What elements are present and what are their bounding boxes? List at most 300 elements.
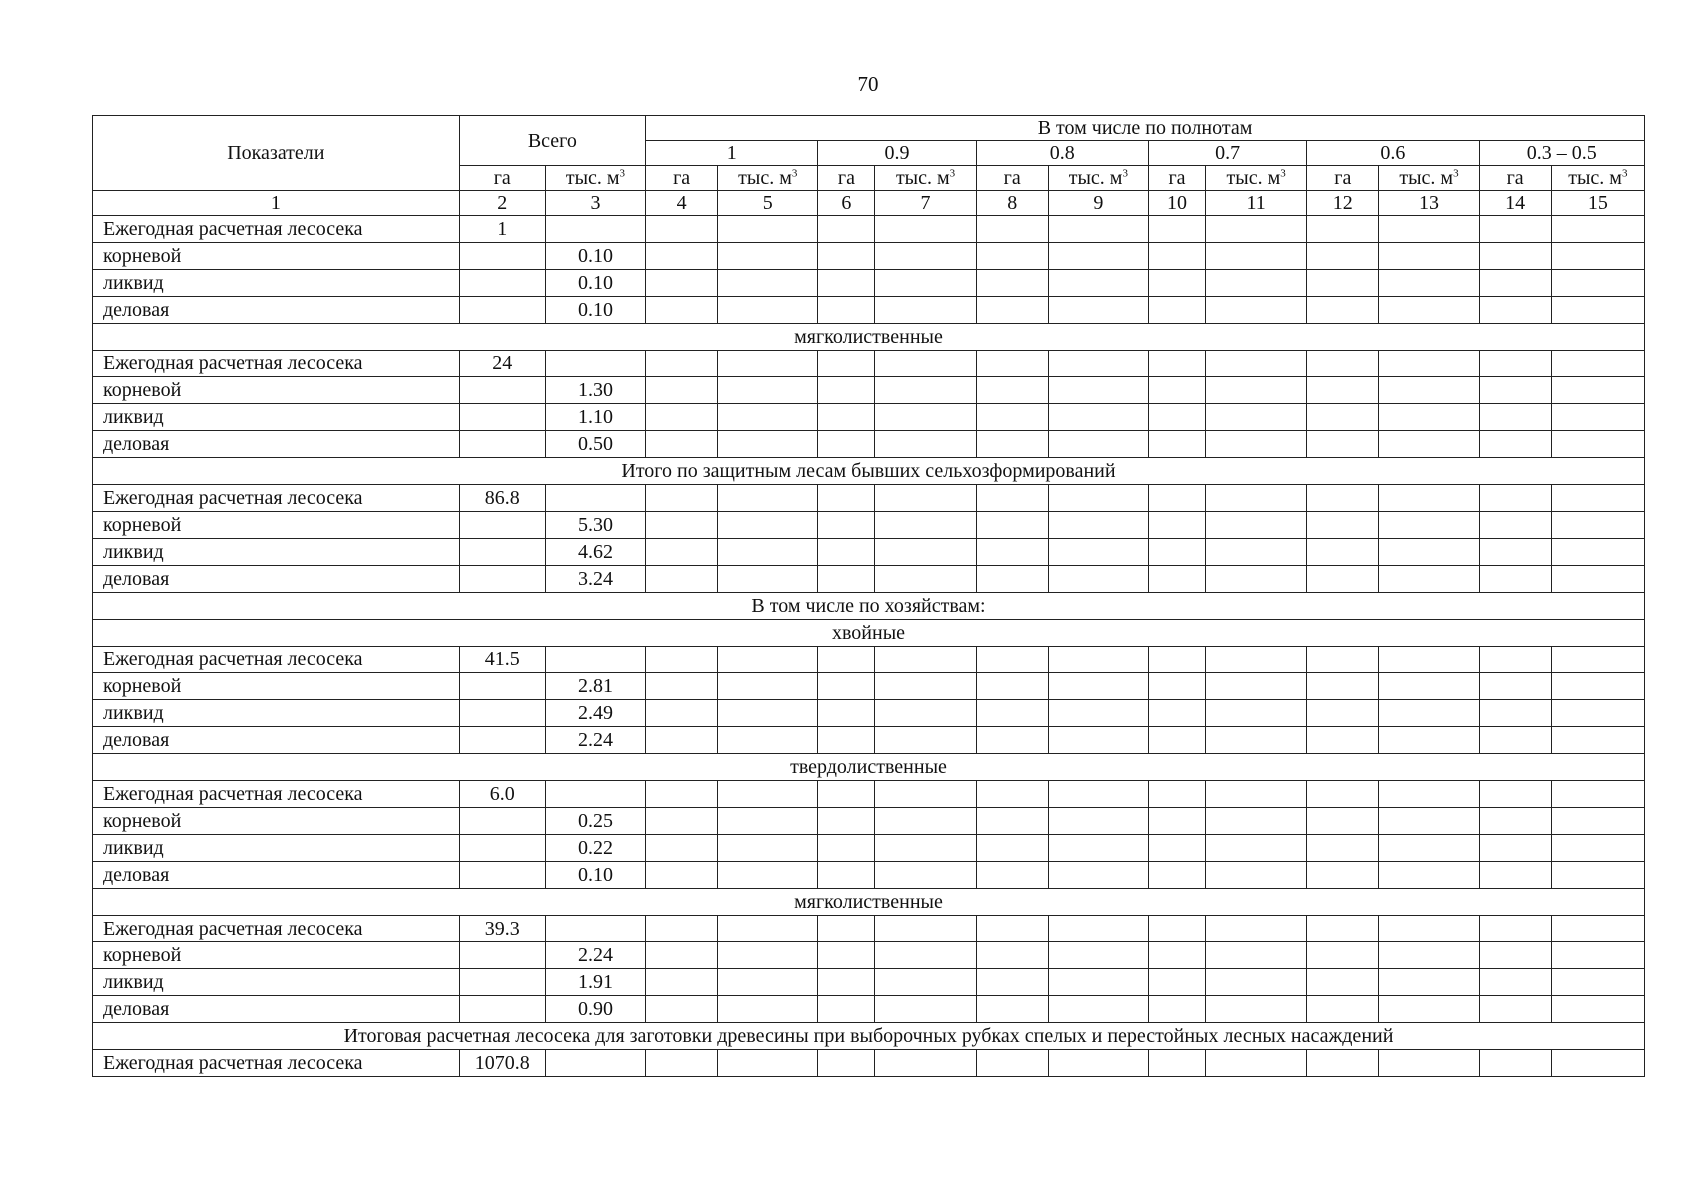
empty-cell	[1048, 377, 1148, 404]
empty-cell	[1551, 700, 1644, 727]
empty-cell	[976, 350, 1048, 377]
empty-cell	[1307, 781, 1379, 808]
empty-cell	[1379, 269, 1479, 296]
column-number: 2	[459, 191, 545, 216]
row-label: корневой	[93, 807, 460, 834]
row-label: деловая	[93, 431, 460, 458]
empty-cell	[1048, 861, 1148, 888]
empty-cell	[1148, 807, 1205, 834]
empty-cell	[1379, 996, 1479, 1023]
empty-cell	[1048, 700, 1148, 727]
row-label: ликвид	[93, 834, 460, 861]
empty-cell	[1307, 538, 1379, 565]
header-indicators: Показатели	[93, 116, 460, 191]
empty-cell	[1307, 834, 1379, 861]
empty-cell	[875, 538, 976, 565]
empty-cell	[646, 861, 718, 888]
total-volume-cell: 1.30	[545, 377, 645, 404]
empty-cell	[718, 216, 818, 243]
section-row	[93, 888, 1645, 915]
column-number-row	[93, 191, 1645, 216]
total-volume-cell	[545, 915, 645, 942]
empty-cell	[1307, 646, 1379, 673]
empty-cell	[1307, 485, 1379, 512]
empty-cell	[646, 781, 718, 808]
section-title: В том числе по хозяйствам:	[93, 592, 1645, 619]
empty-cell	[646, 834, 718, 861]
empty-cell	[1307, 431, 1379, 458]
empty-cell	[1206, 565, 1307, 592]
table-row	[93, 700, 1645, 727]
total-volume-cell: 1.91	[545, 969, 645, 996]
empty-cell	[1551, 565, 1644, 592]
section-title: хвойные	[93, 619, 1645, 646]
empty-cell	[1479, 350, 1551, 377]
empty-cell	[1551, 861, 1644, 888]
empty-cell	[646, 377, 718, 404]
empty-cell	[976, 861, 1048, 888]
total-ha-cell	[459, 269, 545, 296]
column-number: 1	[93, 191, 460, 216]
total-ha-cell: 1	[459, 216, 545, 243]
empty-cell	[1379, 296, 1479, 323]
empty-cell	[1148, 377, 1205, 404]
unit-volume-header	[1206, 166, 1307, 191]
unit-volume-text: тыс. м	[1068, 167, 1123, 189]
empty-cell	[1551, 242, 1644, 269]
empty-cell	[1148, 942, 1205, 969]
empty-cell	[1148, 673, 1205, 700]
total-ha-cell: 24	[459, 350, 545, 377]
table-row	[93, 727, 1645, 754]
empty-cell	[646, 673, 718, 700]
empty-cell	[1048, 216, 1148, 243]
empty-cell	[1307, 996, 1379, 1023]
empty-cell	[718, 485, 818, 512]
empty-cell	[1551, 350, 1644, 377]
unit-volume-text: тыс. м	[1399, 167, 1454, 189]
empty-cell	[646, 1050, 718, 1077]
empty-cell	[646, 216, 718, 243]
total-ha-cell: 1070.8	[459, 1050, 545, 1077]
table-row	[93, 350, 1645, 377]
table-row	[93, 538, 1645, 565]
empty-cell	[1206, 673, 1307, 700]
empty-cell	[875, 431, 976, 458]
empty-cell	[818, 861, 875, 888]
empty-cell	[1206, 216, 1307, 243]
page-number: 70	[857, 72, 879, 96]
empty-cell	[818, 807, 875, 834]
empty-cell	[1048, 1050, 1148, 1077]
empty-cell	[818, 942, 875, 969]
empty-cell	[1479, 700, 1551, 727]
empty-cell	[646, 511, 718, 538]
empty-cell	[818, 915, 875, 942]
total-ha-cell	[459, 700, 545, 727]
row-label: корневой	[93, 673, 460, 700]
table-row	[93, 565, 1645, 592]
empty-cell	[1379, 915, 1479, 942]
empty-cell	[1379, 242, 1479, 269]
empty-cell	[1206, 942, 1307, 969]
total-volume-cell: 2.24	[545, 942, 645, 969]
empty-cell	[718, 242, 818, 269]
empty-cell	[1379, 485, 1479, 512]
total-volume-cell: 0.10	[545, 296, 645, 323]
empty-cell	[1379, 673, 1479, 700]
empty-cell	[1551, 1050, 1644, 1077]
empty-cell	[718, 834, 818, 861]
empty-cell	[875, 404, 976, 431]
empty-cell	[1206, 538, 1307, 565]
empty-cell	[976, 834, 1048, 861]
total-volume-cell: 5.30	[545, 511, 645, 538]
empty-cell	[1307, 969, 1379, 996]
empty-cell	[818, 646, 875, 673]
total-ha-cell	[459, 565, 545, 592]
empty-cell	[1551, 727, 1644, 754]
empty-cell	[1148, 727, 1205, 754]
empty-cell	[976, 296, 1048, 323]
empty-cell	[976, 269, 1048, 296]
empty-cell	[1379, 781, 1479, 808]
empty-cell	[818, 673, 875, 700]
empty-cell	[1479, 727, 1551, 754]
table-row	[93, 861, 1645, 888]
table-row	[93, 485, 1645, 512]
total-ha-cell	[459, 996, 545, 1023]
empty-cell	[1307, 1050, 1379, 1077]
column-number: 10	[1148, 191, 1205, 216]
empty-cell	[1048, 404, 1148, 431]
empty-cell	[1307, 269, 1379, 296]
unit-ha-header: га	[976, 166, 1048, 191]
total-volume-cell: 4.62	[545, 538, 645, 565]
column-number: 13	[1379, 191, 1479, 216]
column-number: 15	[1551, 191, 1644, 216]
section-row	[93, 323, 1645, 350]
row-label: Ежегодная расчетная лесосека	[93, 485, 460, 512]
empty-cell	[1307, 942, 1379, 969]
empty-cell	[1048, 485, 1148, 512]
empty-cell	[1479, 377, 1551, 404]
empty-cell	[1048, 565, 1148, 592]
empty-cell	[1307, 727, 1379, 754]
empty-cell	[818, 700, 875, 727]
forest-cutting-table	[92, 115, 1645, 1077]
row-label: деловая	[93, 996, 460, 1023]
total-volume-cell	[545, 781, 645, 808]
total-ha-cell	[459, 377, 545, 404]
empty-cell	[1148, 1050, 1205, 1077]
total-ha-cell	[459, 673, 545, 700]
empty-cell	[1148, 781, 1205, 808]
empty-cell	[818, 565, 875, 592]
empty-cell	[646, 996, 718, 1023]
empty-cell	[875, 646, 976, 673]
empty-cell	[818, 781, 875, 808]
total-ha-cell: 86.8	[459, 485, 545, 512]
empty-cell	[646, 404, 718, 431]
empty-cell	[718, 996, 818, 1023]
empty-cell	[1307, 511, 1379, 538]
unit-volume-header	[1551, 166, 1644, 191]
empty-cell	[718, 942, 818, 969]
empty-cell	[1048, 646, 1148, 673]
empty-cell	[1206, 781, 1307, 808]
unit-volume-exponent: 3	[1621, 167, 1628, 180]
unit-ha-header: га	[818, 166, 875, 191]
empty-cell	[1479, 242, 1551, 269]
empty-cell	[1206, 485, 1307, 512]
empty-cell	[976, 511, 1048, 538]
empty-cell	[1148, 404, 1205, 431]
unit-ha-header: га	[1148, 166, 1205, 191]
table-row	[93, 1050, 1645, 1077]
empty-cell	[646, 242, 718, 269]
unit-volume-exponent: 3	[1280, 167, 1286, 180]
table-row	[93, 969, 1645, 996]
empty-cell	[1479, 673, 1551, 700]
empty-cell	[1206, 377, 1307, 404]
empty-cell	[1551, 404, 1644, 431]
empty-cell	[1551, 781, 1644, 808]
empty-cell	[875, 511, 976, 538]
column-number: 7	[875, 191, 976, 216]
empty-cell	[818, 296, 875, 323]
empty-cell	[1479, 404, 1551, 431]
empty-cell	[1479, 942, 1551, 969]
row-label: Ежегодная расчетная лесосека	[93, 781, 460, 808]
empty-cell	[1148, 511, 1205, 538]
unit-volume-exponent: 3	[619, 167, 626, 180]
empty-cell	[646, 942, 718, 969]
unit-volume-header	[545, 166, 645, 191]
empty-cell	[1551, 296, 1644, 323]
unit-ha-header: га	[646, 166, 718, 191]
empty-cell	[1148, 216, 1205, 243]
total-ha-cell	[459, 296, 545, 323]
empty-cell	[1048, 538, 1148, 565]
empty-cell	[718, 781, 818, 808]
empty-cell	[1206, 700, 1307, 727]
empty-cell	[1206, 296, 1307, 323]
empty-cell	[718, 673, 818, 700]
section-row	[93, 619, 1645, 646]
table-row	[93, 296, 1645, 323]
section-title: мягколиственные	[93, 888, 1645, 915]
total-ha-cell	[459, 861, 545, 888]
empty-cell	[646, 807, 718, 834]
row-label: ликвид	[93, 969, 460, 996]
total-ha-cell: 39.3	[459, 915, 545, 942]
empty-cell	[818, 834, 875, 861]
empty-cell	[1551, 485, 1644, 512]
empty-cell	[1551, 377, 1644, 404]
empty-cell	[875, 700, 976, 727]
empty-cell	[1479, 781, 1551, 808]
row-label: Ежегодная расчетная лесосека	[93, 1050, 460, 1077]
empty-cell	[718, 269, 818, 296]
section-title: Итоговая расчетная лесосека для заготовки древесины при выборочных рубках спелых и перестойных лесных насаждений	[93, 1023, 1645, 1050]
total-volume-cell: 0.22	[545, 834, 645, 861]
empty-cell	[875, 861, 976, 888]
empty-cell	[976, 242, 1048, 269]
empty-cell	[718, 565, 818, 592]
empty-cell	[718, 807, 818, 834]
empty-cell	[718, 538, 818, 565]
empty-cell	[1206, 727, 1307, 754]
unit-volume-text: тыс. м	[565, 167, 620, 189]
total-volume-cell: 0.25	[545, 807, 645, 834]
empty-cell	[1307, 861, 1379, 888]
unit-volume-text: тыс. м	[1568, 167, 1622, 189]
empty-cell	[1148, 834, 1205, 861]
column-number: 3	[545, 191, 645, 216]
empty-cell	[1048, 996, 1148, 1023]
empty-cell	[1551, 511, 1644, 538]
density-header: 0.6	[1307, 141, 1479, 166]
table-row	[93, 216, 1645, 243]
empty-cell	[646, 431, 718, 458]
unit-volume-header	[1379, 166, 1479, 191]
empty-cell	[1479, 431, 1551, 458]
column-number: 12	[1307, 191, 1379, 216]
total-ha-cell	[459, 404, 545, 431]
empty-cell	[875, 915, 976, 942]
empty-cell	[875, 565, 976, 592]
empty-cell	[818, 242, 875, 269]
empty-cell	[646, 485, 718, 512]
table-row	[93, 807, 1645, 834]
empty-cell	[1148, 915, 1205, 942]
empty-cell	[1551, 673, 1644, 700]
empty-cell	[1379, 216, 1479, 243]
total-ha-cell	[459, 834, 545, 861]
empty-cell	[1379, 834, 1479, 861]
column-number: 14	[1479, 191, 1551, 216]
empty-cell	[1479, 511, 1551, 538]
empty-cell	[1206, 834, 1307, 861]
empty-cell	[1048, 727, 1148, 754]
empty-cell	[818, 377, 875, 404]
empty-cell	[1048, 269, 1148, 296]
total-volume-cell: 0.90	[545, 996, 645, 1023]
empty-cell	[818, 538, 875, 565]
empty-cell	[1148, 350, 1205, 377]
empty-cell	[1148, 861, 1205, 888]
table-row	[93, 781, 1645, 808]
table-body	[93, 216, 1645, 1077]
total-ha-cell: 41.5	[459, 646, 545, 673]
unit-ha-header: га	[459, 166, 545, 191]
empty-cell	[875, 781, 976, 808]
empty-cell	[875, 350, 976, 377]
empty-cell	[818, 511, 875, 538]
empty-cell	[1551, 834, 1644, 861]
empty-cell	[818, 969, 875, 996]
empty-cell	[976, 807, 1048, 834]
unit-ha-header: га	[1479, 166, 1551, 191]
total-volume-cell: 2.81	[545, 673, 645, 700]
empty-cell	[976, 996, 1048, 1023]
total-ha-cell	[459, 431, 545, 458]
empty-cell	[1206, 242, 1307, 269]
empty-cell	[1048, 350, 1148, 377]
row-label: Ежегодная расчетная лесосека	[93, 216, 460, 243]
row-label: ликвид	[93, 269, 460, 296]
empty-cell	[1048, 511, 1148, 538]
unit-volume-text: тыс. м	[895, 167, 950, 189]
empty-cell	[875, 673, 976, 700]
table-row	[93, 511, 1645, 538]
empty-cell	[976, 565, 1048, 592]
density-header: 0.9	[818, 141, 976, 166]
row-label: корневой	[93, 942, 460, 969]
empty-cell	[1479, 969, 1551, 996]
empty-cell	[818, 350, 875, 377]
empty-cell	[1148, 431, 1205, 458]
empty-cell	[1206, 1050, 1307, 1077]
table-row	[93, 646, 1645, 673]
empty-cell	[875, 807, 976, 834]
column-number: 11	[1206, 191, 1307, 216]
empty-cell	[818, 996, 875, 1023]
empty-cell	[1479, 861, 1551, 888]
empty-cell	[1307, 377, 1379, 404]
empty-cell	[1148, 700, 1205, 727]
empty-cell	[1479, 269, 1551, 296]
empty-cell	[976, 781, 1048, 808]
empty-cell	[1479, 915, 1551, 942]
empty-cell	[818, 216, 875, 243]
section-title: мягколиственные	[93, 323, 1645, 350]
empty-cell	[976, 538, 1048, 565]
empty-cell	[1048, 942, 1148, 969]
empty-cell	[1206, 646, 1307, 673]
unit-volume-header	[875, 166, 976, 191]
section-row	[93, 1023, 1645, 1050]
row-label: корневой	[93, 511, 460, 538]
empty-cell	[646, 700, 718, 727]
total-ha-cell	[459, 969, 545, 996]
total-ha-cell: 6.0	[459, 781, 545, 808]
empty-cell	[875, 996, 976, 1023]
empty-cell	[1206, 431, 1307, 458]
empty-cell	[718, 861, 818, 888]
empty-cell	[1307, 915, 1379, 942]
total-volume-cell	[545, 646, 645, 673]
row-label: деловая	[93, 861, 460, 888]
empty-cell	[1479, 216, 1551, 243]
empty-cell	[1551, 538, 1644, 565]
empty-cell	[875, 942, 976, 969]
empty-cell	[1048, 673, 1148, 700]
density-header: 0.8	[976, 141, 1148, 166]
empty-cell	[1379, 538, 1479, 565]
empty-cell	[1148, 538, 1205, 565]
empty-cell	[1379, 431, 1479, 458]
empty-cell	[646, 350, 718, 377]
section-row	[93, 458, 1645, 485]
row-label: ликвид	[93, 538, 460, 565]
column-number: 6	[818, 191, 875, 216]
empty-cell	[1307, 216, 1379, 243]
empty-cell	[875, 485, 976, 512]
empty-cell	[875, 216, 976, 243]
row-label: деловая	[93, 565, 460, 592]
